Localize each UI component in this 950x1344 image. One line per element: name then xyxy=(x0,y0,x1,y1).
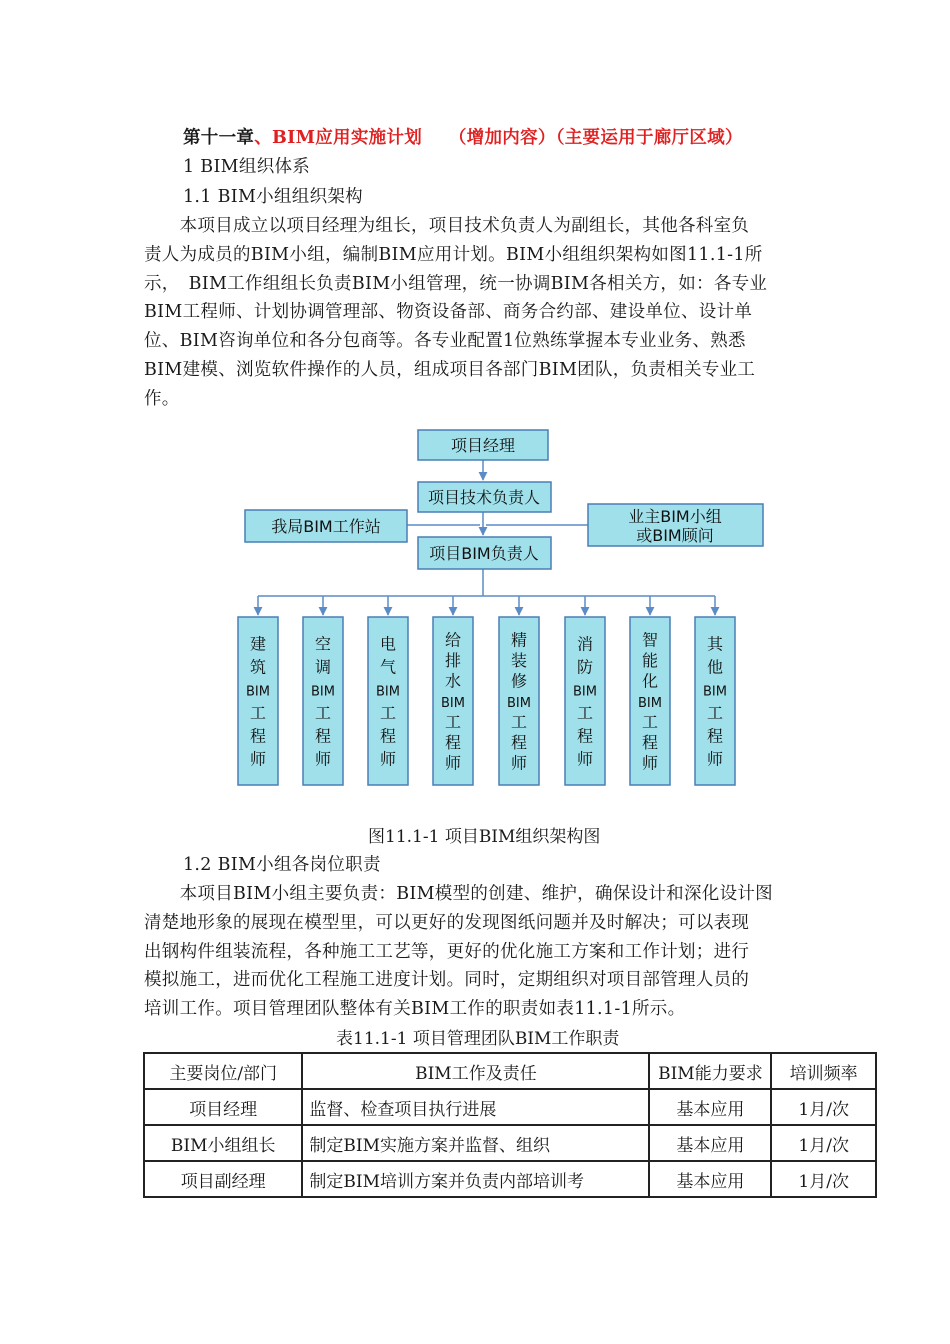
table-cell: 制定BIM实施方案并监督、组织 xyxy=(302,1125,649,1161)
table-cell: 项目副经理 xyxy=(144,1161,302,1197)
table-cell: 基本应用 xyxy=(649,1089,771,1125)
engineer-label-char: BIM xyxy=(441,696,465,711)
table-header-cell: 培训频率 xyxy=(771,1053,876,1089)
label-bim-lead: 项目BIM负责人 xyxy=(429,544,539,563)
engineer-label-char: 建 xyxy=(249,634,267,654)
table-cell: 监督、检查项目执行进展 xyxy=(302,1089,649,1125)
engineer-label-char: 消 xyxy=(576,634,594,654)
engineer-label-char: 他 xyxy=(706,657,724,677)
engineer-label-char: 师 xyxy=(510,753,528,773)
engineer-label-char: 师 xyxy=(706,749,724,769)
table-row xyxy=(144,1089,876,1125)
label-tech-lead: 项目技术负责人 xyxy=(427,488,541,507)
engineer-label-char: 化 xyxy=(641,671,659,691)
engineer-label-char: 空 xyxy=(314,634,332,654)
table-header-cell: BIM能力要求 xyxy=(649,1053,771,1089)
engineer-label-char: 精 xyxy=(510,630,528,650)
engineer-label-char: BIM xyxy=(246,684,270,700)
table-header-cell: 主要岗位/部门 xyxy=(144,1053,302,1089)
paragraph-line: 模拟施工，进而优化工程施工进度计划。同时，定期组织对项目部管理人员的 xyxy=(144,970,750,990)
label-owner-bim-1: 业主BIM小组 xyxy=(628,507,722,526)
figure-caption: 图11.1-1 项目BIM组织架构图 xyxy=(368,827,601,847)
section-heading-1-2: 1.2 BIM小组各岗位职责 xyxy=(183,855,381,875)
table-cell: BIM小组组长 xyxy=(144,1125,302,1161)
engineer-label-char: 其 xyxy=(706,634,724,654)
label-bureau-station: 我局BIM工作站 xyxy=(271,517,381,536)
engineer-label-char: 工 xyxy=(510,712,528,732)
paragraph-line: 作。 xyxy=(144,389,180,409)
label-project-manager: 项目经理 xyxy=(450,436,516,455)
table-row xyxy=(144,1125,876,1161)
engineer-label-char: 师 xyxy=(314,749,332,769)
engineer-label-char: 气 xyxy=(379,657,397,677)
engineer-label-char: BIM xyxy=(507,696,531,711)
engineer-label-char: 工 xyxy=(641,712,659,732)
engineer-label-char: BIM xyxy=(573,684,597,700)
engineer-label-char: 防 xyxy=(576,657,594,677)
engineer-label-char: 程 xyxy=(444,733,462,752)
table-cell: 1月/次 xyxy=(771,1125,876,1161)
engineer-label-char: 工 xyxy=(379,703,397,723)
engineer-label-char: 师 xyxy=(576,749,594,769)
engineer-label-char: BIM xyxy=(703,684,727,700)
table-cell: 基本应用 xyxy=(649,1125,771,1161)
paragraph-line: 本项目BIM小组主要负责：BIM模型的创建、维护，确保设计和深化设计图 xyxy=(144,884,773,904)
label-owner-bim-2: 或BIM顾问 xyxy=(636,526,714,545)
engineer-label-char: 排 xyxy=(444,651,462,670)
engineer-label-char: 师 xyxy=(444,753,462,773)
paragraph-line: 示， BIM工作组组长负责BIM小组管理，统一协调BIM各相关方，如：各专业 xyxy=(144,274,768,294)
engineer-label-char: 工 xyxy=(576,703,594,723)
engineer-label-char: 工 xyxy=(444,712,462,732)
engineer-label-char: BIM xyxy=(311,684,335,700)
engineer-label-char: BIM xyxy=(638,696,662,711)
engineer-label-char: 程 xyxy=(314,726,332,746)
table-cell: 基本应用 xyxy=(649,1161,771,1197)
paragraph-line: 责人为成员的BIM小组，编制BIM应用计划。BIM小组组织架构如图11.1-1所 xyxy=(144,245,763,265)
engineer-label-char: 水 xyxy=(444,671,462,691)
engineer-label-char: 电 xyxy=(379,634,397,654)
paragraph-line: 培训工作。项目管理团队整体有关BIM工作的职责如表11.1-1所示。 xyxy=(144,999,686,1019)
engineer-label-char: 修 xyxy=(510,671,528,691)
engineer-label-char: 程 xyxy=(249,726,267,746)
paragraph-line: 位、BIM咨询单位和各分包商等。各专业配置1位熟练掌握本专业业务、熟悉 xyxy=(144,331,746,351)
engineer-label-char: 智 xyxy=(641,630,659,650)
paragraph-line: BIM工程师、计划协调管理部、物资设备部、商务合约部、建设单位、设计单 xyxy=(144,302,753,322)
duty-table xyxy=(143,1052,877,1198)
engineer-label-char: BIM xyxy=(376,684,400,700)
table-cell: 项目经理 xyxy=(144,1089,302,1125)
table-header-cell: BIM工作及责任 xyxy=(302,1053,649,1089)
chapter-title-red: 、BIM应用实施计划 （增加内容）（主要运用于廊厅区域） xyxy=(254,128,743,148)
section-heading-1-1: 1.1 BIM小组组织架构 xyxy=(183,187,363,207)
engineer-label-char: 师 xyxy=(641,753,659,773)
table-caption: 表11.1-1 项目管理团队BIM工作职责 xyxy=(336,1029,620,1049)
table-row xyxy=(144,1161,876,1197)
section-heading-1: 1 BIM组织体系 xyxy=(183,157,311,177)
engineer-label-char: 程 xyxy=(510,733,528,752)
engineer-label-char: 给 xyxy=(444,630,462,650)
engineer-label-char: 师 xyxy=(379,749,397,769)
table-cell: 1月/次 xyxy=(771,1161,876,1197)
engineer-label-char: 程 xyxy=(576,726,594,746)
engineer-label-char: 程 xyxy=(379,726,397,746)
paragraph-line: 本项目成立以项目经理为组长，项目技术负责人为副组长，其他各科室负 xyxy=(144,216,750,236)
engineer-label-char: 程 xyxy=(706,726,724,746)
engineer-label-char: 能 xyxy=(641,651,659,670)
engineer-label-char: 装 xyxy=(510,651,528,670)
paragraph-line: 清楚地形象的展现在模型里，可以更好的发现图纸问题并及时解决；可以表现 xyxy=(144,913,750,933)
table-header-row xyxy=(144,1053,876,1089)
engineer-label-char: 工 xyxy=(314,703,332,723)
engineer-label-char: 调 xyxy=(314,657,332,677)
table-cell: 制定BIM培训方案并负责内部培训考 xyxy=(302,1161,649,1197)
table-cell: 1月/次 xyxy=(771,1089,876,1125)
engineer-label-char: 工 xyxy=(249,703,267,723)
engineer-label-char: 师 xyxy=(249,749,267,769)
engineer-label-char: 筑 xyxy=(249,657,267,677)
engineer-label-char: 工 xyxy=(706,703,724,723)
engineer-label-char: 程 xyxy=(641,733,659,752)
paragraph-line: 出钢构件组装流程，各种施工工艺等，更好的优化施工方案和工作计划；进行 xyxy=(144,942,750,962)
chapter-prefix: 第十一章 xyxy=(183,128,255,148)
paragraph-line: BIM建模、浏览软件操作的人员，组成项目各部门BIM团队，负责相关专业工 xyxy=(144,360,756,380)
